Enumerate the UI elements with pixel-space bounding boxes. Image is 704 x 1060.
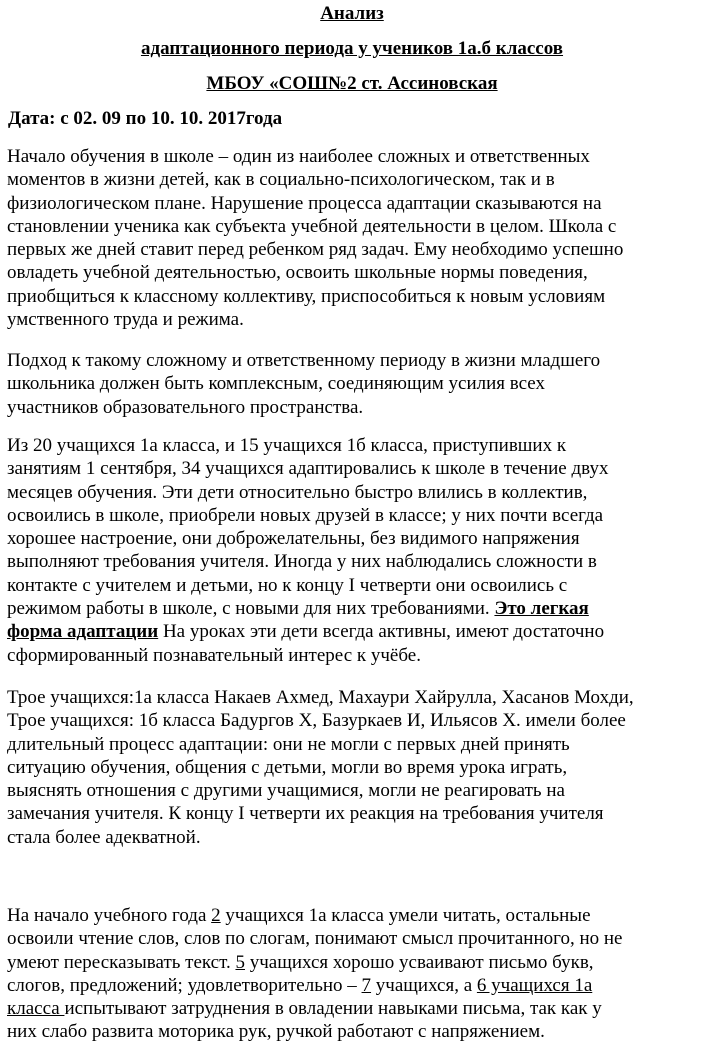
count-value: 7 — [361, 974, 372, 996]
text-line — [7, 904, 697, 927]
text-run: умеют пересказывать текст. — [7, 951, 236, 973]
text-run: учащихся, а — [371, 974, 477, 996]
text-line: стала более адекватной. — [7, 826, 201, 848]
paragraph-approach — [7, 349, 697, 419]
text-run: учащихся 1а класса умели читать, остальные — [220, 905, 591, 926]
text-run: слогов, предложений; удовлетворительно – — [7, 974, 362, 996]
text-run: режимом работы в школе, с новыми для них требованиями. — [7, 598, 495, 620]
text-line: ситуацию обучения, общения с детьми, могли во время урока играть, — [7, 756, 568, 778]
text-line: овладеть учебной деятельностью, освоить школьные нормы поведения, — [7, 262, 588, 284]
text-run: учащихся хорошо усваивают письмо букв, — [244, 951, 594, 973]
underlined-text: 6 учащихся 1а — [476, 974, 593, 996]
text-line: моментов в жизни детей, как в социально-психологическом, так и в — [7, 169, 555, 191]
text-line: становлении ученика как субъекта учебной деятельности в целом. Школа с — [7, 215, 617, 237]
title-line-3: МБОУ «СОШ№2 ст. Ассиновская — [206, 73, 498, 94]
text-line: первых же дней ставит перед ребенком ряд задач. Ему необходимо успешно — [7, 239, 624, 261]
text-line: Подход к такому сложному и ответственному периоду в жизни младшего — [7, 350, 601, 371]
count-value: 5 — [235, 951, 245, 973]
text-line: выяснять отношения с другими учащимися, могли не реагировать на — [7, 780, 565, 802]
underlined-text: класса — [7, 998, 65, 1020]
text-line: участников образовательного пространства. — [7, 396, 364, 418]
text-line — [7, 997, 697, 1020]
count-value: 2 — [211, 905, 221, 926]
text-line: школьника должен быть комплексным, соединяющим усилия всех — [7, 373, 545, 395]
emphasis-text: форма адаптации — [7, 621, 159, 643]
text-line — [7, 951, 697, 974]
text-line: Трое учащихся:1а класса Накаев Ахмед, Махаури Хайрулла, Хасанов Мохди, — [7, 687, 634, 708]
text-line: сформированный познавательный интерес к учёбе. — [7, 644, 421, 666]
paragraph-intro — [7, 145, 697, 331]
text-line: них слабо развита моторика рук, ручкой работают с напряжением. — [7, 1021, 545, 1043]
text-line: умственного труда и режима. — [7, 309, 244, 331]
text-line — [7, 597, 697, 620]
text-run: испытывают затруднения в овладении навыками письма, так как у — [64, 998, 602, 1020]
text-line: выполняют требования учителя. Иногда у них наблюдались сложности в — [7, 551, 597, 573]
text-line: длительный процесс адаптации: они не могли с первых дней принять — [7, 733, 570, 755]
text-run: На уроках эти дети всегда активны, имеют достаточно — [158, 621, 605, 643]
text-line: замечания учителя. К концу I четверти их реакция на требования учителя — [7, 803, 604, 825]
text-line: занятиям 1 сентября, 34 учащихся адаптировались к школе в течение двух — [7, 458, 609, 480]
text-line: месяцев обучения. Эти дети относительно быстро влились в коллектив, — [7, 481, 588, 503]
text-line: контакте с учителем и детьми, но к концу I четверти они освоились с — [7, 574, 568, 596]
text-line: Начало обучения в школе – один из наиболее сложных и ответственных — [7, 146, 590, 167]
text-run: На начало учебного года — [7, 905, 212, 926]
title-line-2: адаптационного периода у учеников 1а.б классов — [140, 38, 564, 59]
text-line: физиологическом плане. Нарушение процесса адаптации сказываются на — [7, 192, 602, 214]
paragraph-long-adaptation — [7, 686, 697, 849]
text-line — [7, 974, 697, 997]
date-line: Дата: с 02. 09 по 10. 10. 2017года — [8, 108, 283, 129]
text-line: приобщиться к классному коллективу, приспособиться к новым условиям — [7, 285, 606, 307]
text-line: Трое учащихся: 1б класса Бадургов Х, Базуркаев И, Ильясов Х. имели более — [7, 710, 626, 732]
text-line: освоились в школе, приобрели новых друзей в классе; у них почти всегда — [7, 504, 604, 526]
text-line: освоили чтение слов, слов по слогам, понимают смысл прочитанного, но не — [7, 928, 623, 950]
emphasis-text: Это легкая — [494, 598, 589, 620]
text-line: хорошее настроение, они доброжелательны, без видимого напряжения — [7, 528, 580, 550]
text-line — [7, 620, 697, 643]
paragraph-light-adaptation — [7, 434, 697, 667]
paragraph-reading-writing — [7, 904, 697, 1044]
text-line: Из 20 учащихся 1а класса, и 15 учащихся 1б класса, приступивших к — [7, 435, 567, 456]
title-line-1: Анализ — [320, 3, 384, 24]
